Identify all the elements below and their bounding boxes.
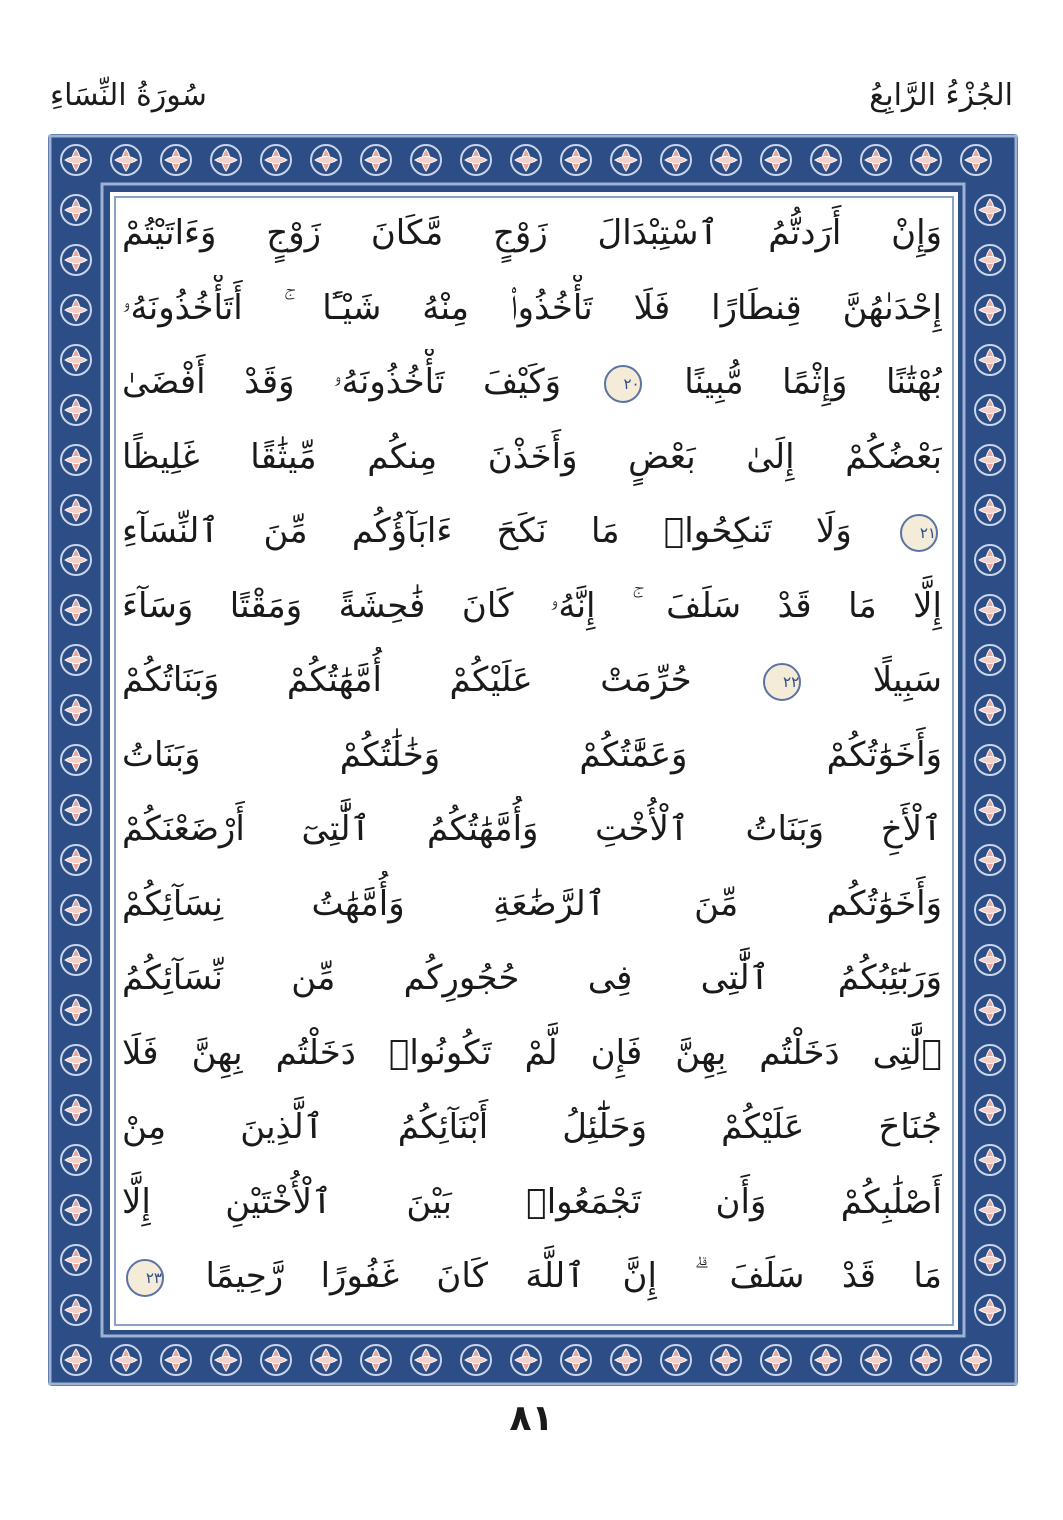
verse-line <box>122 1094 942 1160</box>
border-motif-petal <box>65 857 87 864</box>
verse-line <box>122 424 942 490</box>
border-motif-petal <box>65 907 87 914</box>
border-motif-petal <box>979 1057 1001 1064</box>
border-motif-petal <box>765 157 787 164</box>
border-motif-petal <box>565 157 587 164</box>
verse-line <box>122 796 942 862</box>
border-motif-petal <box>465 1357 487 1364</box>
border-motif-petal <box>65 1057 87 1064</box>
verse-line <box>122 647 942 713</box>
border-motif-petal <box>979 657 1001 664</box>
border-motif-petal <box>915 157 937 164</box>
verse-line <box>122 200 942 266</box>
border-motif-petal <box>265 157 287 164</box>
border-motif-petal <box>65 357 87 364</box>
page-number: ٨١ <box>509 1398 554 1439</box>
ayah-number-marker: ٢٣ <box>126 1259 164 1297</box>
border-motif-petal <box>665 157 687 164</box>
border-motif-petal <box>979 507 1001 514</box>
verse-line <box>122 1243 942 1309</box>
border-motif-petal <box>979 207 1001 214</box>
border-motif-petal <box>979 907 1001 914</box>
border-motif-petal <box>65 757 87 764</box>
border-motif-petal <box>65 607 87 614</box>
page-header <box>40 78 1023 128</box>
border-motif-petal <box>915 1357 937 1364</box>
border-motif-petal <box>979 957 1001 964</box>
border-motif-petal <box>815 157 837 164</box>
border-motif-petal <box>65 407 87 414</box>
border-motif-petal <box>979 1307 1001 1314</box>
border-motif-petal <box>65 557 87 564</box>
border-motif-petal <box>979 307 1001 314</box>
border-motif-petal <box>415 157 437 164</box>
border-motif-petal <box>979 357 1001 364</box>
border-motif-petal <box>415 1357 437 1364</box>
border-motif-petal <box>865 1357 887 1364</box>
border-motif-petal <box>979 757 1001 764</box>
verse-line <box>122 498 942 564</box>
border-motif-petal <box>65 807 87 814</box>
border-motif-petal <box>465 157 487 164</box>
border-motif-petal <box>65 957 87 964</box>
border-motif-petal <box>115 1357 137 1364</box>
border-motif-petal <box>515 1357 537 1364</box>
verse-text: وَأَخَوَٰتُكُمْ وَعَمَّٰتُكُمْ وَخَٰلَٰتُكُمْ وَبَنَاتُ <box>122 734 942 775</box>
verse-text: حُرِّمَتْ عَلَيْكُمْ أُمَّهَٰتُكُمْ وَبَنَاتُكُمْ <box>122 660 692 700</box>
border-motif-petal <box>979 807 1001 814</box>
verse-line <box>122 1169 942 1235</box>
border-motif-petal <box>65 1207 87 1214</box>
border-motif-petal <box>265 1357 287 1364</box>
verse-text: ٱلَّٰتِى دَخَلْتُم بِهِنَّ فَإِن لَّمْ تَكُونُوا۟ دَخَلْتُم بِهِنَّ فَلَا <box>122 1032 942 1073</box>
verse-text: وَإِنْ أَرَدتُّمُ ٱسْتِبْدَالَ زَوْجٍ مَّكَانَ زَوْجٍ وَءَاتَيْتُمْ <box>122 213 942 253</box>
border-motif-petal <box>365 1357 387 1364</box>
ayah-number-marker: ٢١ <box>900 514 938 552</box>
border-motif-petal <box>979 607 1001 614</box>
border-motif-petal <box>65 707 87 714</box>
border-motif-petal <box>965 1357 987 1364</box>
border-motif-petal <box>365 157 387 164</box>
border-motif-petal <box>979 457 1001 464</box>
verse-text: وَلَا تَنكِحُوا۟ مَا نَكَحَ ءَابَآؤُكُم مِّنَ ٱلنِّسَآءِ <box>122 511 852 551</box>
border-motif-petal <box>65 1007 87 1014</box>
border-motif-petal <box>665 1357 687 1364</box>
verse-line <box>122 573 942 639</box>
border-motif-petal <box>65 1357 87 1364</box>
border-motif-petal <box>979 257 1001 264</box>
border-motif-petal <box>565 1357 587 1364</box>
border-motif-petal <box>979 407 1001 414</box>
juz-title: الجُزْءُ الرَّابِعُ <box>869 78 1013 113</box>
border-motif-petal <box>65 257 87 264</box>
border-motif-petal <box>979 707 1001 714</box>
border-motif-petal <box>315 157 337 164</box>
border-motif-petal <box>715 1357 737 1364</box>
border-motif-petal <box>115 157 137 164</box>
border-motif-petal <box>979 1257 1001 1264</box>
border-motif-petal <box>715 157 737 164</box>
border-motif-petal <box>979 1207 1001 1214</box>
verse-line <box>122 1020 942 1086</box>
border-motif-petal <box>65 1307 87 1314</box>
border-motif-petal <box>215 157 237 164</box>
border-motif-petal <box>65 657 87 664</box>
border-motif-petal <box>979 1157 1001 1164</box>
verse-text: مَا قَدْ سَلَفَ ۗ إِنَّ ٱللَّهَ كَانَ غَفُورًا رَّحِيمًا <box>205 1256 942 1296</box>
border-motif-petal <box>865 157 887 164</box>
verse-text: إِحْدَىٰهُنَّ قِنطَارًا فَلَا تَأْخُذُوا۟ مِنْهُ شَيْـًٔا ۚ أَتَأْخُذُونَهُۥ <box>122 287 942 328</box>
verse-text: وَأَخَوَٰتُكُم مِّنَ ٱلرَّضَٰعَةِ وَأُمَّهَٰتُ نِسَآئِكُمْ <box>122 883 942 924</box>
verse-text: بَعْضُكُمْ إِلَىٰ بَعْضٍ وَأَخَذْنَ مِنكُم مِّيثَٰقًا غَلِيظًا <box>122 436 942 477</box>
verse-line <box>122 275 942 341</box>
border-motif-petal <box>965 157 987 164</box>
verse-line <box>122 945 942 1011</box>
border-motif-petal <box>615 1357 637 1364</box>
border-motif-petal <box>65 157 87 164</box>
border-motif-petal <box>65 1107 87 1114</box>
verse-text: وَرَبَٰٓئِبُكُمُ ٱلَّٰتِى فِى حُجُورِكُم مِّن نِّسَآئِكُمُ <box>122 958 942 998</box>
border-motif-petal <box>615 157 637 164</box>
verse-lines <box>122 200 942 1320</box>
verse-text: إِلَّا مَا قَدْ سَلَفَ ۚ إِنَّهُۥ كَانَ فَٰحِشَةً وَمَقْتًا وَسَآءَ <box>122 585 942 626</box>
border-motif-petal <box>979 1007 1001 1014</box>
border-motif-petal <box>979 857 1001 864</box>
border-motif-petal <box>165 157 187 164</box>
verse-line <box>122 349 942 415</box>
verse-text: أَصْلَٰبِكُمْ وَأَن تَجْمَعُوا۟ بَيْنَ ٱلْأُخْتَيْنِ إِلَّا <box>122 1181 942 1222</box>
surah-title: سُورَةُ النِّسَاءِ <box>50 78 207 113</box>
verse-text: وَكَيْفَ تَأْخُذُونَهُۥ وَقَدْ أَفْضَىٰ <box>122 362 562 402</box>
border-motif-petal <box>65 1257 87 1264</box>
border-motif-petal <box>315 1357 337 1364</box>
border-motif-petal <box>815 1357 837 1364</box>
verse-line <box>122 722 942 788</box>
verse-text: ٱلْأَخِ وَبَنَاتُ ٱلْأُخْتِ وَأُمَّهَٰتُكُمُ ٱلَّٰتِىٓ أَرْضَعْنَكُمْ <box>122 809 942 849</box>
verse-text: جُنَاحَ عَلَيْكُمْ وَحَلَٰٓئِلُ أَبْنَآئِكُمُ ٱلَّذِينَ مِنْ <box>122 1107 942 1147</box>
border-motif-petal <box>979 557 1001 564</box>
border-motif-petal <box>215 1357 237 1364</box>
border-motif-petal <box>979 1107 1001 1114</box>
border-motif-petal <box>515 157 537 164</box>
border-motif-petal <box>765 1357 787 1364</box>
border-motif-petal <box>65 307 87 314</box>
border-motif-petal <box>165 1357 187 1364</box>
ayah-number-marker: ٢٠ <box>604 365 642 403</box>
verse-line <box>122 871 942 937</box>
border-motif-petal <box>65 1157 87 1164</box>
ayah-number-marker: ٢٢ <box>763 663 801 701</box>
border-motif-petal <box>65 507 87 514</box>
verse-text: سَبِيلًا <box>872 660 942 700</box>
border-motif-petal <box>65 207 87 214</box>
border-motif-petal <box>65 457 87 464</box>
verse-text: بُهْتَٰنًا وَإِثْمًا مُّبِينًا <box>684 362 942 402</box>
